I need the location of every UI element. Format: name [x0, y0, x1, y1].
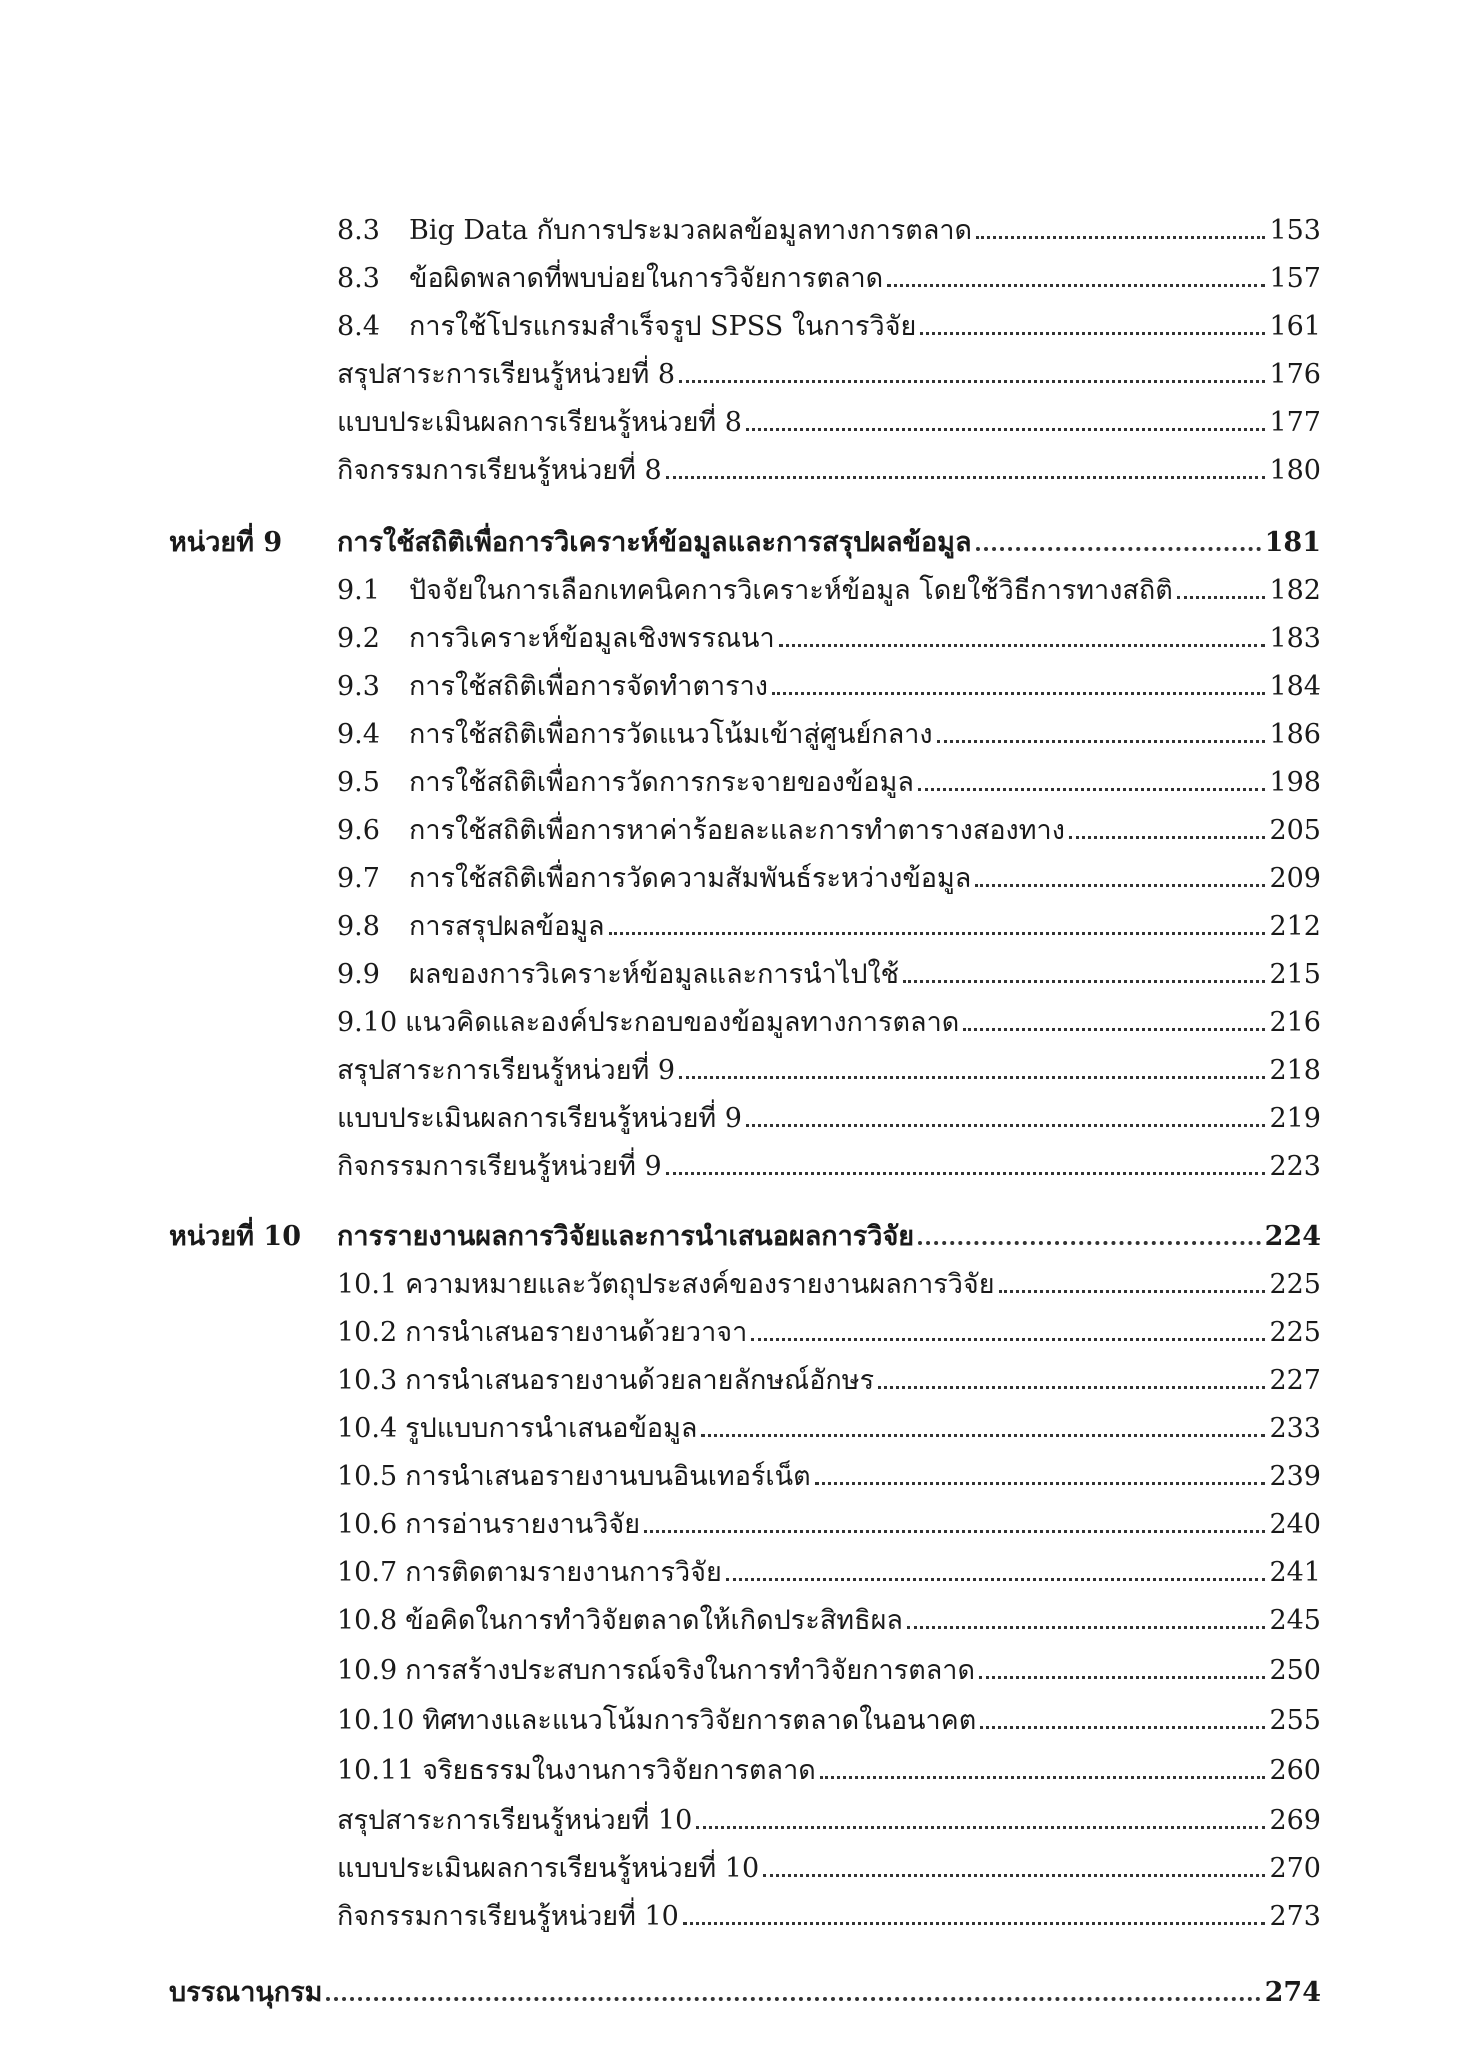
dot-leader [696, 1826, 1265, 1829]
section-title: รูปแบบการนำเสนอข้อมูล [405, 1413, 698, 1444]
toc-entry[interactable] [337, 352, 1321, 392]
section-title: การสรุปผลข้อมูล [409, 911, 605, 942]
toc-entry[interactable] [337, 1454, 1321, 1494]
page-number: 260 [1269, 1755, 1321, 1786]
section-number: 9.8 [337, 911, 380, 942]
page-number: 223 [1269, 1151, 1321, 1182]
toc-entry[interactable] [337, 1358, 1321, 1398]
bibliography-entry[interactable] [169, 1970, 1321, 2010]
dot-leader [1177, 596, 1266, 599]
section-number: 8.3 [337, 215, 380, 246]
toc-entry[interactable] [337, 1698, 1321, 1738]
page-number: 227 [1269, 1365, 1321, 1396]
dot-leader [746, 428, 1265, 431]
page-number: 181 [1264, 527, 1321, 558]
page-number: 245 [1269, 1605, 1321, 1636]
dot-leader [903, 980, 1265, 983]
toc-entry[interactable] [337, 1748, 1321, 1788]
page-number: 233 [1269, 1413, 1321, 1444]
toc-entry[interactable] [337, 1096, 1321, 1136]
toc-entry[interactable] [337, 1894, 1321, 1934]
section-title: ความหมายและวัตถุประสงค์ของรายงานผลการวิจัย [405, 1269, 995, 1300]
section-number: 10.2 [337, 1317, 398, 1348]
toc-entry[interactable] [337, 256, 1321, 296]
toc-entry[interactable] [337, 1000, 1321, 1040]
toc-entry[interactable] [337, 1648, 1321, 1688]
toc-entry[interactable] [337, 760, 1321, 800]
dot-leader [976, 236, 1265, 239]
section-number: 9.5 [337, 767, 380, 798]
toc-entry[interactable] [337, 568, 1321, 608]
page-number: 215 [1269, 959, 1321, 990]
section-title: สรุปสาระการเรียนรู้หน่วยที่ 9 [337, 1055, 676, 1086]
section-title: การติดตามรายงานการวิจัย [405, 1557, 722, 1588]
page-number: 239 [1269, 1461, 1321, 1492]
unit-title: การรายงานผลการวิจัยและการนำเสนอผลการวิจัย [337, 1221, 915, 1252]
toc-entry[interactable] [337, 1310, 1321, 1350]
toc-entry[interactable] [337, 1262, 1321, 1302]
section-title: แบบประเมินผลการเรียนรู้หน่วยที่ 9 [337, 1103, 742, 1134]
section-title: การนำเสนอรายงานด้วยลายลักษณ์อักษร [405, 1365, 875, 1396]
page-number: 274 [1264, 1977, 1321, 2008]
section-number: 9.2 [337, 623, 380, 654]
section-number: 10.9 [337, 1655, 398, 1686]
section-number: 10.11 [337, 1755, 415, 1786]
toc-entry[interactable] [337, 304, 1321, 344]
page-number: 225 [1269, 1269, 1321, 1300]
dot-leader [820, 1776, 1266, 1779]
toc-entry[interactable] [337, 1144, 1321, 1184]
page-number: 205 [1269, 815, 1321, 846]
section-title: การนำเสนอรายงานบนอินเทอร์เน็ต [405, 1461, 811, 1492]
dot-leader [679, 380, 1265, 383]
dot-leader [666, 1172, 1266, 1175]
toc-entry[interactable] [337, 952, 1321, 992]
toc-entry[interactable] [337, 1598, 1321, 1638]
page-number: 269 [1269, 1805, 1321, 1836]
dot-leader [815, 1482, 1266, 1485]
page-number: 218 [1269, 1055, 1321, 1086]
section-number: 10.6 [337, 1509, 398, 1540]
unit-label: หน่วยที่ 10 [169, 1221, 302, 1252]
toc-entry[interactable] [337, 664, 1321, 704]
page-number: 184 [1269, 671, 1321, 702]
page-number: 176 [1269, 359, 1321, 390]
toc-entry[interactable] [337, 712, 1321, 752]
section-title: กิจกรรมการเรียนรู้หน่วยที่ 10 [337, 1901, 679, 1932]
toc-entry[interactable] [337, 1550, 1321, 1590]
section-title: การใช้สถิติเพื่อการวัดแนวโน้มเข้าสู่ศูนย์กลาง [409, 719, 933, 750]
dot-leader [746, 1124, 1265, 1127]
section-number: 10.5 [337, 1461, 398, 1492]
page-number: 270 [1269, 1853, 1321, 1884]
dot-leader [751, 1338, 1265, 1341]
dot-leader [999, 1290, 1266, 1293]
section-number: 10.7 [337, 1557, 398, 1588]
section-title: สรุปสาระการเรียนรู้หน่วยที่ 10 [337, 1805, 693, 1836]
unit-title: การใช้สถิติเพื่อการวิเคราะห์ข้อมูลและการสรุปผลข้อมูล [337, 527, 972, 558]
dot-leader [679, 1076, 1265, 1079]
section-number: 10.8 [337, 1605, 398, 1636]
dot-leader [666, 476, 1266, 479]
section-title: ข้อคิดในการทำวิจัยตลาดให้เกิดประสิทธิผล [405, 1605, 903, 1636]
section-number: 10.4 [337, 1413, 398, 1444]
section-number: 9.7 [337, 863, 380, 894]
dot-leader [920, 332, 1265, 335]
section-number: 9.6 [337, 815, 380, 846]
dot-leader [779, 644, 1266, 647]
dot-leader [683, 1922, 1266, 1925]
section-title: การนำเสนอรายงานด้วยวาจา [405, 1317, 748, 1348]
dot-leader [1069, 836, 1266, 839]
section-number: 10.3 [337, 1365, 398, 1396]
dot-leader [878, 1386, 1265, 1389]
toc-entry[interactable] [337, 1846, 1321, 1886]
page-number: 224 [1264, 1221, 1321, 1252]
dot-leader [980, 1726, 1265, 1729]
unit-heading[interactable] [169, 1214, 1321, 1254]
section-title: สรุปสาระการเรียนรู้หน่วยที่ 8 [337, 359, 676, 390]
section-number: 10.10 [337, 1705, 415, 1736]
dot-leader [644, 1530, 1265, 1533]
section-title: การใช้สถิติเพื่อการวัดความสัมพันธ์ระหว่างข้อมูล [409, 863, 972, 894]
section-number: 9.10 [337, 1007, 398, 1038]
dot-leader [907, 1626, 1266, 1629]
section-title: แนวคิดและองค์ประกอบของข้อมูลทางการตลาด [405, 1007, 960, 1038]
section-number: 9.1 [337, 575, 380, 606]
toc-entry[interactable] [337, 1502, 1321, 1542]
section-title: การสร้างประสบการณ์จริงในการทำวิจัยการตลาด [405, 1655, 975, 1686]
section-title: ปัจจัยในการเลือกเทคนิคการวิเคราะห์ข้อมูล โดยใช้วิธีการทางสถิติ [409, 575, 1173, 606]
section-number: 9.9 [337, 959, 380, 990]
dot-leader [726, 1578, 1266, 1581]
dot-leader [701, 1434, 1265, 1437]
page-number: 186 [1269, 719, 1321, 750]
section-title: ข้อผิดพลาดที่พบบ่อยในการวิจัยการตลาด [409, 263, 884, 294]
section-title: จริยธรรมในงานการวิจัยการตลาด [422, 1755, 816, 1786]
unit-label: หน่วยที่ 9 [169, 527, 283, 558]
page-number: 250 [1269, 1655, 1321, 1686]
toc-entry[interactable] [337, 400, 1321, 440]
dot-leader [979, 1676, 1265, 1679]
page-number: 153 [1269, 215, 1321, 246]
page-number: 273 [1269, 1901, 1321, 1932]
toc-entry[interactable] [337, 904, 1321, 944]
page-number: 255 [1269, 1705, 1321, 1736]
page-number: 157 [1269, 263, 1321, 294]
dot-leader [326, 1997, 1260, 2001]
bibliography-title: บรรณานุกรม [169, 1977, 323, 2008]
section-title: แบบประเมินผลการเรียนรู้หน่วยที่ 8 [337, 407, 742, 438]
section-title: Big Data กับการประมวลผลข้อมูลทางการตลาด [409, 215, 973, 246]
page-number: 240 [1269, 1509, 1321, 1540]
unit-heading[interactable] [169, 520, 1321, 560]
page-number: 219 [1269, 1103, 1321, 1134]
toc-entry[interactable] [337, 856, 1321, 896]
dot-leader [937, 740, 1266, 743]
dot-leader [763, 1874, 1265, 1877]
section-title: การใช้โปรแกรมสำเร็จรูป SPSS ในการวิจัย [409, 311, 917, 342]
dot-leader [918, 1241, 1261, 1245]
page-number: 177 [1269, 407, 1321, 438]
dot-leader [772, 692, 1265, 695]
section-title: การใช้สถิติเพื่อการจัดทำตาราง [409, 671, 768, 702]
section-title: การใช้สถิติเพื่อการหาค่าร้อยละและการทำตารางสองทาง [409, 815, 1065, 846]
toc-entry[interactable] [337, 448, 1321, 488]
toc-entry[interactable] [337, 808, 1321, 848]
dot-leader [609, 932, 1266, 935]
dot-leader [976, 547, 1261, 551]
section-title: กิจกรรมการเรียนรู้หน่วยที่ 8 [337, 455, 662, 486]
section-title: ผลของการวิเคราะห์ข้อมูลและการนำไปใช้ [409, 959, 899, 990]
dot-leader [975, 884, 1265, 887]
section-title: การอ่านรายงานวิจัย [405, 1509, 641, 1540]
page-number: 216 [1269, 1007, 1321, 1038]
section-number: 8.4 [337, 311, 380, 342]
page-number: 182 [1269, 575, 1321, 606]
section-title: แบบประเมินผลการเรียนรู้หน่วยที่ 10 [337, 1853, 760, 1884]
toc-entry[interactable] [337, 616, 1321, 656]
page-number: 198 [1269, 767, 1321, 798]
page-number: 183 [1269, 623, 1321, 654]
section-title: การวิเคราะห์ข้อมูลเชิงพรรณนา [409, 623, 775, 654]
dot-leader [887, 284, 1265, 287]
section-number: 10.1 [337, 1269, 398, 1300]
section-number: 9.3 [337, 671, 380, 702]
section-title: ทิศทางและแนวโน้มการวิจัยการตลาดในอนาคต [422, 1705, 977, 1736]
page-number: 161 [1269, 311, 1321, 342]
toc-entry[interactable] [337, 208, 1321, 248]
toc-entry[interactable] [337, 1048, 1321, 1088]
page-number: 180 [1269, 455, 1321, 486]
dot-leader [963, 1028, 1265, 1031]
dot-leader [918, 788, 1266, 791]
page-number: 241 [1269, 1557, 1321, 1588]
page-number: 212 [1269, 911, 1321, 942]
section-title: กิจกรรมการเรียนรู้หน่วยที่ 9 [337, 1151, 662, 1182]
section-number: 9.4 [337, 719, 380, 750]
page-number: 209 [1269, 863, 1321, 894]
toc-entry[interactable] [337, 1798, 1321, 1838]
page-number: 225 [1269, 1317, 1321, 1348]
section-title: การใช้สถิติเพื่อการวัดการกระจายของข้อมูล [409, 767, 914, 798]
toc-entry[interactable] [337, 1406, 1321, 1446]
section-number: 8.3 [337, 263, 380, 294]
